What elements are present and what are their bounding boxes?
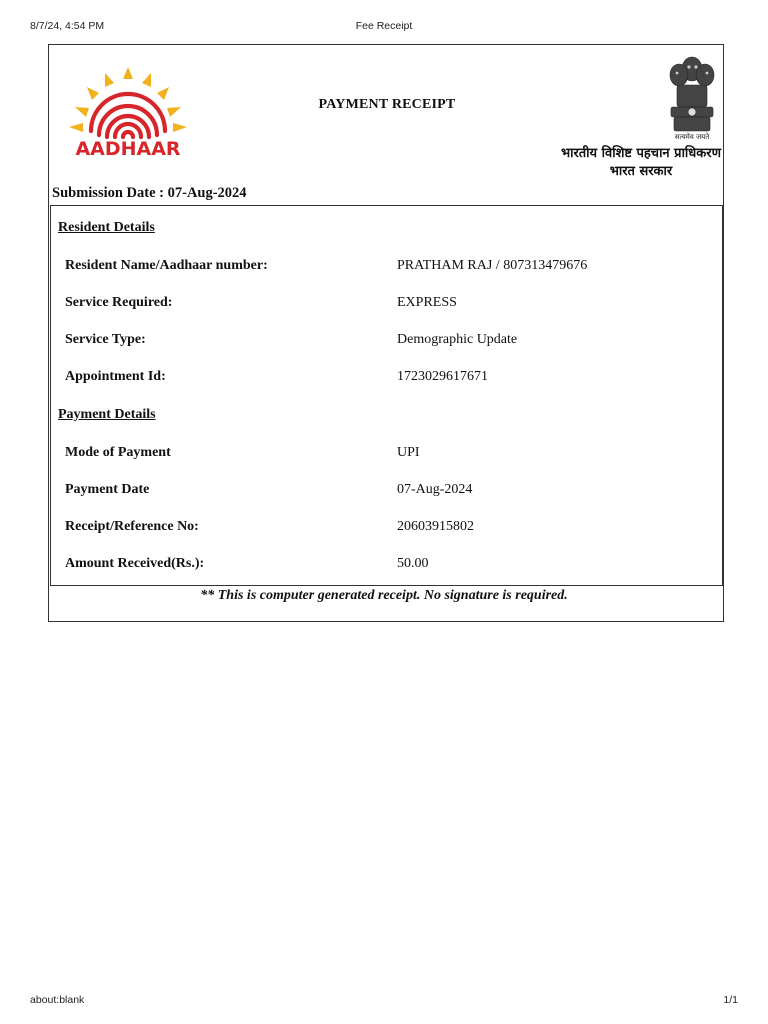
detail-value: 50.00 (397, 556, 429, 571)
org-name-line2: भारत सरकार (609, 164, 673, 179)
details-box (50, 205, 723, 586)
detail-value: EXPRESS (397, 295, 457, 310)
aadhaar-logo (61, 65, 195, 161)
print-url: about:blank (30, 994, 85, 1006)
detail-label: Receipt/Reference No: (65, 519, 199, 534)
detail-label: Service Required: (65, 295, 173, 310)
print-page-count: 1/1 (723, 994, 738, 1006)
submission-date: Submission Date : 07-Aug-2024 (52, 185, 247, 201)
detail-value: PRATHAM RAJ / 807313479676 (397, 258, 588, 273)
detail-value: 07-Aug-2024 (397, 482, 473, 497)
detail-value: Demographic Update (397, 332, 518, 347)
ashoka-emblem-icon (665, 49, 719, 141)
detail-value: 20603915802 (397, 519, 474, 534)
print-header (0, 0, 768, 50)
page-title: PAYMENT RECEIPT (318, 97, 456, 112)
detail-label: Resident Name/Aadhaar number: (65, 258, 268, 273)
emblem-motto: सत्यमेव जयते (674, 133, 710, 141)
aadhaar-logo-icon (61, 65, 195, 161)
detail-label: Mode of Payment (65, 445, 171, 460)
detail-label: Appointment Id: (65, 369, 166, 384)
computer-generated-note: ** This is computer generated receipt. No signature is required. (200, 588, 568, 603)
receipt-frame (48, 44, 724, 622)
org-name-hindi (561, 145, 721, 181)
detail-value: 1723029617671 (397, 369, 488, 384)
org-name-line1: भारतीय विशिष्ट पहचान प्राधिकरण (560, 146, 721, 161)
detail-label: Amount Received(Rs.): (65, 556, 205, 571)
detail-label: Service Type: (65, 332, 146, 347)
aadhaar-logo-text: AADHAAR (75, 138, 181, 160)
resident-details-heading: Resident Details (58, 220, 155, 235)
print-datetime: 8/7/24, 4:54 PM (30, 20, 105, 32)
detail-value: UPI (397, 445, 420, 460)
payment-details-heading: Payment Details (58, 407, 156, 422)
national-emblem (665, 49, 719, 141)
detail-label: Payment Date (65, 482, 150, 497)
print-page-title: Fee Receipt (355, 20, 413, 32)
